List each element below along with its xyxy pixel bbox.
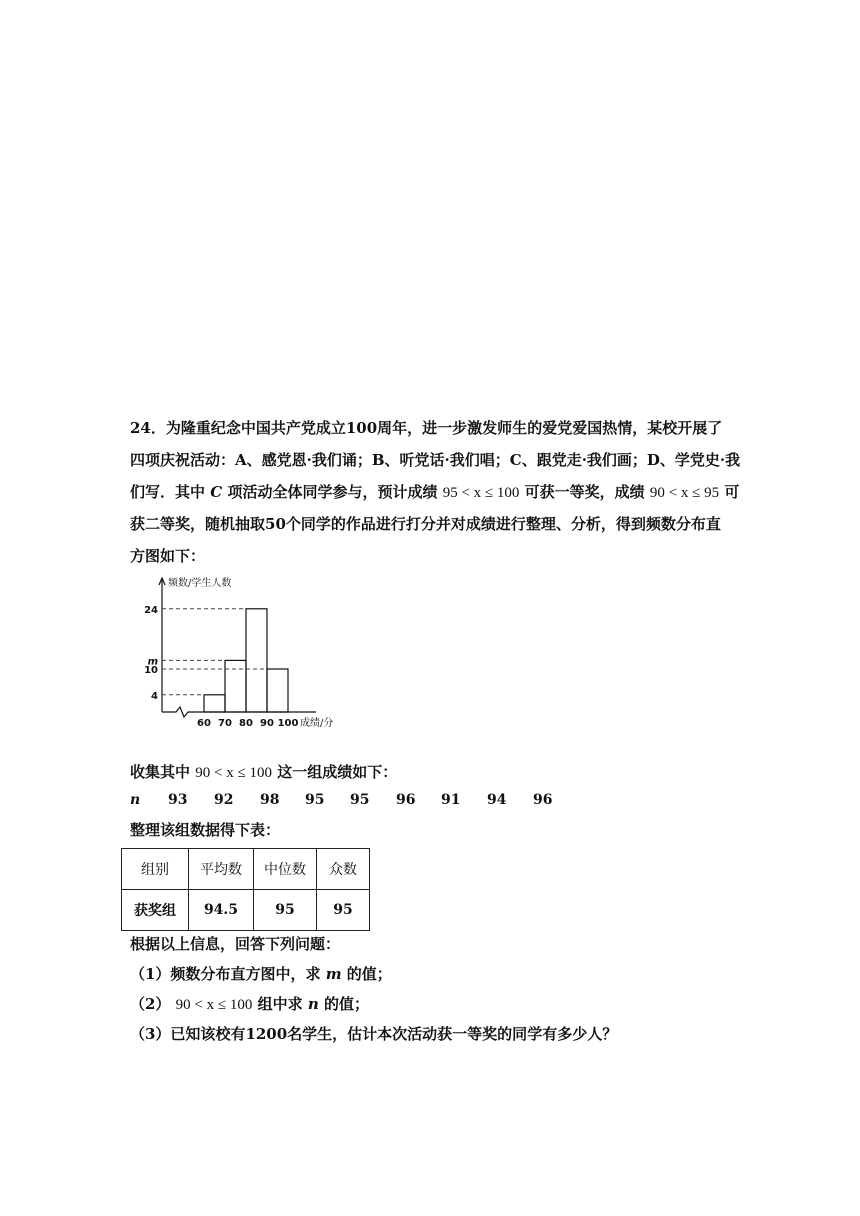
table-cell: 95 [254, 890, 317, 931]
inequality-second-prize: 90 < x ≤ 95 [649, 485, 720, 501]
q2-inequality: 90 < x ≤ 100 [175, 997, 253, 1013]
collect-line [130, 762, 397, 783]
q1-text-b: 的值； [346, 965, 392, 983]
sub-question-3: （3）已知该校有1200名学生，估计本次活动获一等奖的同学有多少人？ [130, 1025, 618, 1043]
sub-question-1 [130, 964, 392, 984]
collect-prefix: 收集其中 [130, 763, 191, 781]
y-tick-label: 4 [151, 690, 158, 702]
inequality-first-prize: 95 < x ≤ 100 [442, 485, 520, 501]
histogram-bar [225, 660, 246, 712]
sub-question-2 [130, 994, 369, 1015]
table-row [122, 890, 370, 931]
q2-variable-n: n [307, 995, 319, 1013]
table-intro: 整理该组数据得下表： [130, 821, 281, 839]
question-line-3 [130, 482, 739, 503]
q1-variable-m: m [325, 965, 342, 983]
scores-row [0, 792, 860, 812]
score-item: 94 [487, 792, 507, 808]
y-tick-label: 24 [144, 604, 158, 616]
table-header-cell: 众数 [317, 849, 370, 890]
score-item: 93 [168, 792, 188, 808]
histogram-bar [267, 669, 288, 712]
score-item: 96 [396, 792, 416, 808]
instruction-text: 根据以上信息，回答下列问题： [130, 935, 341, 953]
score-item: n [130, 792, 141, 808]
score-item: 95 [350, 792, 370, 808]
histogram-bar [204, 695, 225, 712]
y-tick-label: m [147, 656, 158, 668]
question-line-5: 方图如下： [130, 547, 206, 565]
question-line-2: 四项庆祝活动：A、感党恩·我们诵；B、听党话·我们唱；C、跟党走·我们画；D、学党史·我 [130, 451, 741, 469]
q2-text-a: （2） [130, 995, 171, 1013]
x-axis-label: 成绩/分 [300, 718, 334, 729]
score-item: 91 [441, 792, 461, 808]
q1-text-a: （1）频数分布直方图中，求 [130, 965, 321, 983]
x-tick-label: 80 [239, 718, 253, 729]
q2-text-b: 组中求 [257, 995, 303, 1013]
collect-inequality: 90 < x ≤ 100 [195, 765, 272, 781]
x-tick-label: 70 [218, 718, 232, 729]
collect-suffix: 这一组成绩如下： [277, 763, 398, 781]
score-item: 95 [305, 792, 325, 808]
histogram-bar [246, 609, 267, 712]
x-tick-label: 100 [277, 718, 299, 729]
score-item: 92 [214, 792, 234, 808]
activity-c: C [210, 483, 223, 501]
question-line-3-b: 项活动全体同学参与，预计成绩 [227, 483, 438, 501]
table-header-cell: 中位数 [254, 849, 317, 890]
question-line-3-a: 们写．其中 [130, 483, 206, 501]
table-header-cell: 平均数 [189, 849, 254, 890]
q2-text-c: 的值； [324, 995, 370, 1013]
score-item: 98 [260, 792, 280, 808]
question-line-3-d: 可获一等奖，成绩 [524, 483, 645, 501]
x-tick-label: 90 [260, 718, 274, 729]
y-tick-label: 10 [144, 665, 158, 676]
score-item: 96 [533, 792, 553, 808]
question-line-4: 获二等奖，随机抽取50个同学的作品进行打分并对成绩进行整理、分析，得到频数分布直 [130, 515, 721, 533]
frequency-histogram [144, 572, 350, 752]
question-line-1: 24．为隆重纪念中国共产党成立100周年，进一步激发师生的爱党爱国热情，某校开展了 [130, 419, 723, 437]
x-tick-label: 60 [197, 718, 211, 729]
table-cell: 获奖组 [122, 890, 189, 931]
table-header-cell: 组别 [122, 849, 189, 890]
table-cell: 95 [317, 890, 370, 931]
table-cell: 94.5 [189, 890, 254, 931]
question-line-3-e: 可 [724, 483, 740, 501]
statistics-table [121, 848, 370, 931]
y-axis-label: 频数/学生人数 [168, 578, 232, 589]
table-header-row [122, 849, 370, 890]
